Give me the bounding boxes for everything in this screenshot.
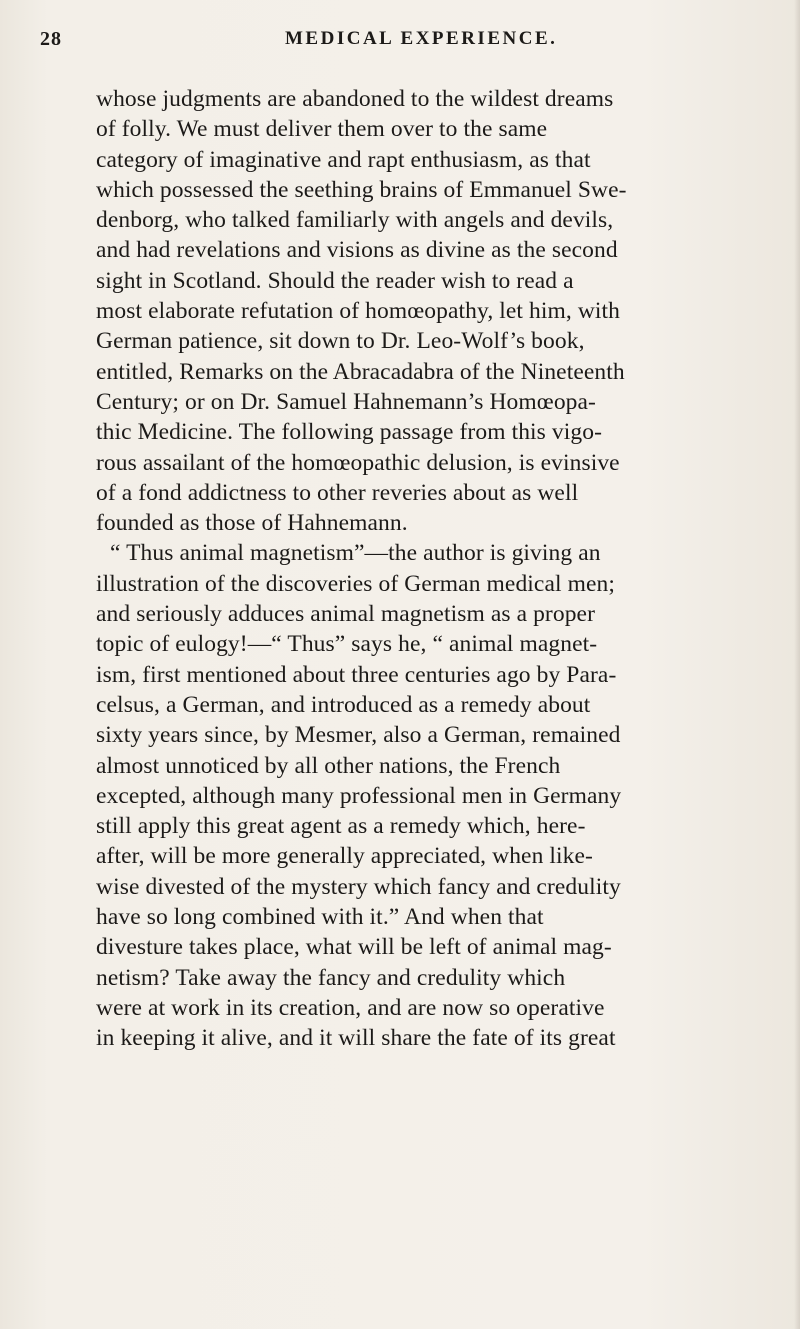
text-line: of folly. We must deliver them over to the same <box>96 116 548 143</box>
text-line: most elaborate refutation of homœopathy, let him, with <box>96 298 621 325</box>
text-line: topic of eulogy!—“ Thus” says he, “ animal magnet- <box>96 631 598 658</box>
text-line: ism, first mentioned about three centuries ago by Para- <box>96 661 617 688</box>
text-line: entitled, Remarks on the Abracadabra of the Nineteenth <box>96 358 625 385</box>
text-line: were at work in its creation, and are now so operative <box>96 994 605 1021</box>
text-line: and had revelations and visions as divine as the second <box>96 237 618 264</box>
running-head <box>40 28 790 54</box>
text-line: celsus, a German, and introduced as a remedy about <box>96 691 591 718</box>
text-line: almost unnoticed by all other nations, the French <box>96 752 561 779</box>
running-title: MEDICAL EXPERIENCE. <box>285 28 558 49</box>
page-number: 28 <box>40 28 62 50</box>
text-line: thic Medicine. The following passage from this vigo- <box>96 419 602 446</box>
text-line: sixty years since, by Mesmer, also a German, remained <box>96 722 621 749</box>
text-line: and seriously adduces animal magnetism as a proper <box>96 601 596 628</box>
text-line: Century; or on Dr. Samuel Hahnemann’s Homœopa- <box>96 388 596 415</box>
text-line: after, will be more generally appreciated, when like- <box>96 843 593 870</box>
text-line: denborg, who talked familiarly with angels and devils, <box>96 207 614 234</box>
text-line: excepted, although many professional men in Germany <box>96 782 622 809</box>
text-line: divesture takes place, what will be left of animal mag- <box>96 934 612 961</box>
text-line: whose judgments are abandoned to the wildest dreams <box>96 86 614 112</box>
text-line: have so long combined with it.” And when that <box>96 904 544 931</box>
text-line: still apply this great agent as a remedy which, here- <box>96 813 586 840</box>
text-line: in keeping it alive, and it will share the fate of its great <box>96 1025 616 1052</box>
body-text <box>96 84 776 1054</box>
text-line: German patience, sit down to Dr. Leo-Wolf’s book, <box>96 328 585 355</box>
text-line: rous assailant of the homœopathic delusion, is evinsive <box>96 449 620 476</box>
text-line: of a fond addictness to other reveries about as well <box>96 479 579 506</box>
text-line: netism? Take away the fancy and credulity which <box>96 964 566 991</box>
page-edge-shadow <box>794 0 800 1329</box>
text-line: sight in Scotland. Should the reader wish to read a <box>96 267 574 294</box>
text-line: wise divested of the mystery which fancy and credulity <box>96 873 621 900</box>
text-line: illustration of the discoveries of German medical men; <box>96 570 615 597</box>
text-line: “ Thus animal magnetism”—the author is giving an <box>110 540 601 567</box>
text-line: which possessed the seething brains of Emmanuel Swe- <box>96 176 627 203</box>
text-line: category of imaginative and rapt enthusiasm, as that <box>96 146 591 173</box>
text-line: founded as those of Hahnemann. <box>96 510 408 537</box>
